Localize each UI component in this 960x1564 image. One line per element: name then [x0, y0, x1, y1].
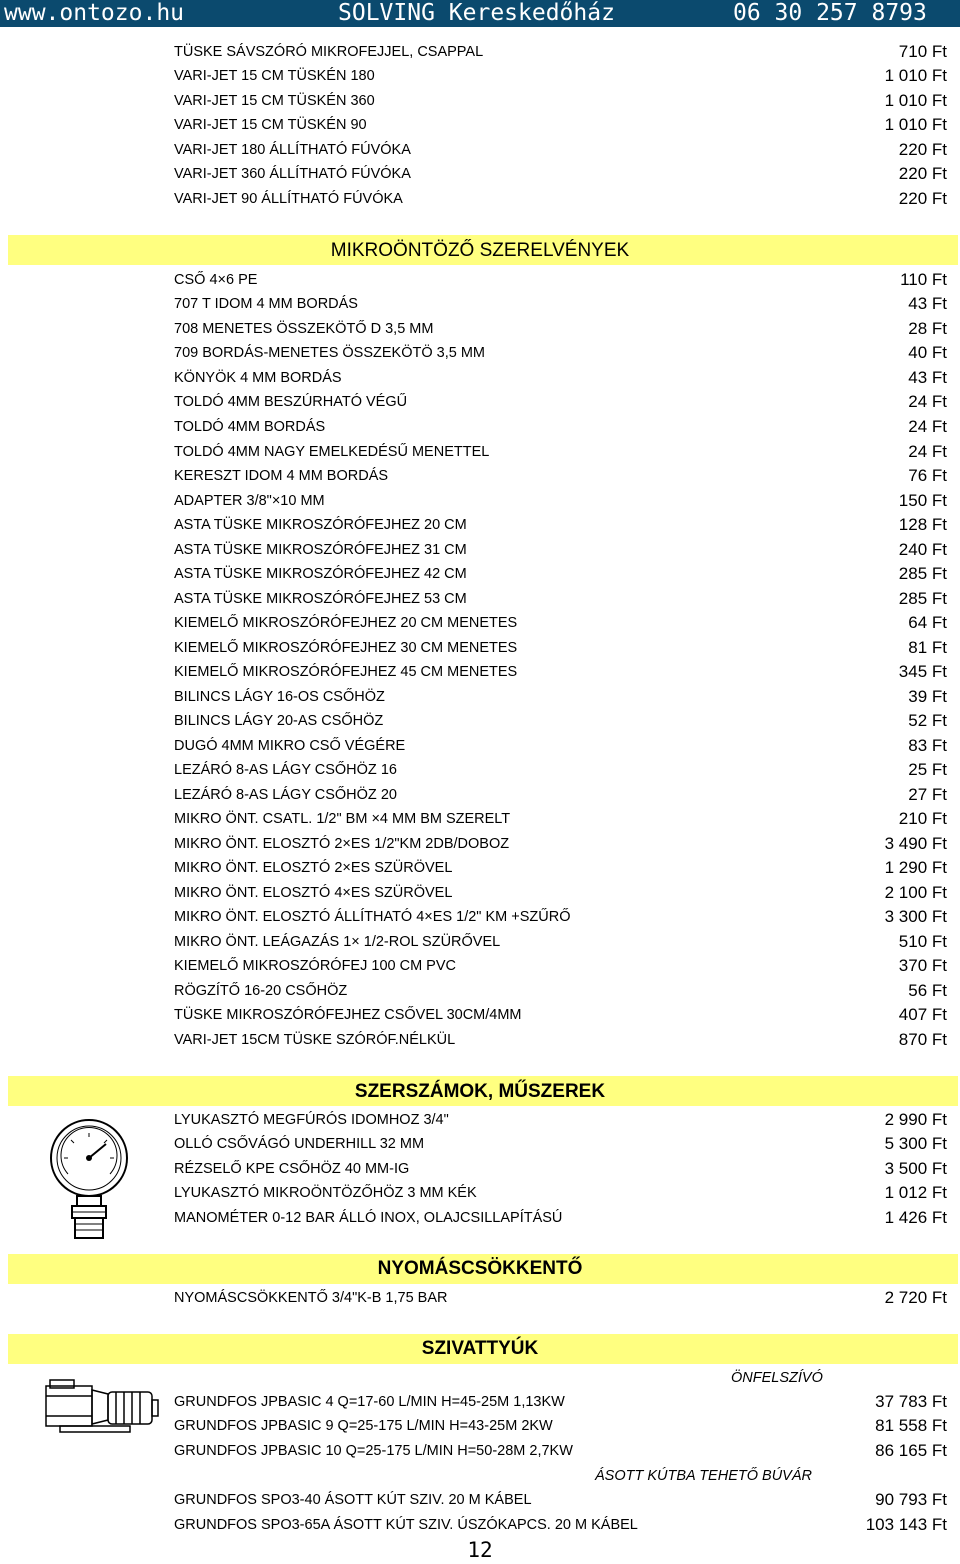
- header-bar: [0, 0, 960, 27]
- item-price: 83 Ft: [908, 736, 947, 755]
- item-price: 128 Ft: [898, 515, 947, 534]
- list-item: [0, 1132, 960, 1156]
- list-item: [0, 954, 960, 978]
- list-item: [0, 1028, 960, 1052]
- item-name: GRUNDFOS JPBASIC 4 Q=17-60 L/MIN H=45-25M 1,13KW: [174, 1394, 565, 1410]
- item-price: 710 Ft: [898, 42, 947, 61]
- item-price: 43 Ft: [908, 294, 947, 313]
- list-item: [0, 464, 960, 488]
- page-number: 12: [467, 1538, 493, 1562]
- list-item: [0, 1414, 960, 1438]
- item-price: 76 Ft: [908, 466, 947, 485]
- item-name: MIKRO ÖNT. ELOSZTÓ 4×ES SZÜRÖVEL: [174, 885, 453, 901]
- list-item: [0, 758, 960, 782]
- item-price: 43 Ft: [908, 368, 947, 387]
- section-heading-szivattyu: SZIVATTYÚK: [421, 1338, 539, 1359]
- item-name: LYUKASZTÓ MEGFÚRÓS IDOMHOZ 3/4": [174, 1112, 449, 1128]
- item-price: 64 Ft: [908, 613, 947, 632]
- item-name: LYUKASZTÓ MIKROÖNTÖZŐHÖZ 3 MM KÉK: [174, 1185, 477, 1201]
- list-item: [0, 317, 960, 341]
- list-item: [0, 1513, 960, 1537]
- item-name: DUGÓ 4MM MIKRO CSŐ VÉGÉRE: [174, 738, 406, 754]
- list-item: [0, 538, 960, 562]
- item-price: 1 010 Ft: [884, 91, 947, 110]
- item-name: MIKRO ÖNT. LEÁGAZÁS 1× 1/2-ROL SZÜRŐVEL: [174, 934, 501, 950]
- item-price: 240 Ft: [898, 540, 947, 559]
- item-price: 370 Ft: [898, 956, 947, 975]
- list-item: [0, 685, 960, 709]
- item-price: 870 Ft: [898, 1030, 947, 1049]
- list-item: [0, 390, 960, 414]
- item-price: 3 500 Ft: [884, 1159, 947, 1178]
- list-item: [0, 856, 960, 880]
- item-name: TOLDÓ 4MM BORDÁS: [174, 419, 326, 435]
- list-item: [0, 341, 960, 365]
- item-name: BILINCS LÁGY 16-OS CSŐHÖZ: [174, 689, 385, 705]
- list-item: [0, 1488, 960, 1512]
- item-name: RÉZSELŐ KPE CSŐHÖZ 40 MM-IG: [174, 1161, 410, 1177]
- list-item: [0, 162, 960, 186]
- list-item: [0, 587, 960, 611]
- item-price: 81 558 Ft: [875, 1416, 947, 1435]
- item-name: RÖGZÍTŐ 16-20 CSŐHÖZ: [174, 983, 348, 999]
- item-name: VARI-JET 15CM TÜSKE SZÓRÓF.NÉLKÜL: [174, 1032, 456, 1048]
- item-name: LEZÁRÓ 8-AS LÁGY CSŐHÖZ 16: [174, 762, 397, 778]
- item-name: KIEMELŐ MIKROSZÓRÓFEJHEZ 20 CM MENETES: [174, 615, 518, 631]
- list-item: [0, 187, 960, 211]
- section-heading-mikro: MIKROÖNTÖZŐ SZERELVÉNYEK: [330, 240, 630, 261]
- item-price: 37 783 Ft: [875, 1392, 947, 1411]
- item-name: VARI-JET 180 ÁLLÍTHATÓ FÚVÓKA: [174, 142, 411, 158]
- list-item: [0, 366, 960, 390]
- list-item: [0, 1181, 960, 1205]
- item-price: 150 Ft: [898, 491, 947, 510]
- item-price: 407 Ft: [898, 1005, 947, 1024]
- item-name: 707 T IDOM 4 MM BORDÁS: [174, 296, 358, 312]
- item-price: 110 Ft: [900, 270, 947, 289]
- list-item: [0, 113, 960, 137]
- list-item: [0, 513, 960, 537]
- item-name: ASTA TÜSKE MIKROSZÓRÓFEJHEZ 31 CM: [174, 542, 467, 558]
- item-name: VARI-JET 15 CM TÜSKÉN 90: [174, 117, 367, 133]
- company-name: SOLVING Kereskedőház: [338, 0, 615, 26]
- item-name: KERESZT IDOM 4 MM BORDÁS: [174, 468, 389, 484]
- list-item: [0, 636, 960, 660]
- item-name: ASTA TÜSKE MIKROSZÓRÓFEJHEZ 20 CM: [174, 517, 467, 533]
- item-price: 81 Ft: [908, 638, 947, 657]
- item-name: BILINCS LÁGY 20-AS CSŐHÖZ: [174, 713, 384, 729]
- item-price: 1 290 Ft: [884, 858, 947, 877]
- item-price: 2 100 Ft: [884, 883, 947, 902]
- item-price: 40 Ft: [908, 343, 947, 362]
- item-price: 3 300 Ft: [884, 907, 947, 926]
- item-name: ADAPTER 3/8"×10 MM: [174, 493, 325, 509]
- list-item: [0, 440, 960, 464]
- item-price: 285 Ft: [898, 589, 947, 608]
- item-name: MIKRO ÖNT. ELOSZTÓ ÁLLÍTHATÓ 4×ES 1/2" KM +SZŰRŐ: [174, 909, 571, 925]
- item-price: 24 Ft: [908, 417, 947, 436]
- item-price: 103 143 Ft: [865, 1515, 947, 1534]
- section-heading-nyomas: NYOMÁSCSÖKKENTŐ: [377, 1258, 583, 1279]
- item-price: 5 300 Ft: [884, 1134, 947, 1153]
- list-item: [0, 611, 960, 635]
- item-price: 27 Ft: [908, 785, 947, 804]
- item-price: 220 Ft: [898, 140, 947, 159]
- list-item: [0, 709, 960, 733]
- item-name: VARI-JET 15 CM TÜSKÉN 180: [174, 68, 375, 84]
- list-item: [0, 89, 960, 113]
- item-price: 28 Ft: [908, 319, 947, 338]
- item-price: 510 Ft: [898, 932, 947, 951]
- item-name: TOLDÓ 4MM NAGY EMELKEDÉSŰ MENETTEL: [174, 444, 490, 460]
- list-item: [0, 807, 960, 831]
- list-item: [0, 138, 960, 162]
- item-name: CSŐ 4×6 PE: [174, 272, 258, 288]
- section-heading-szerszam: SZERSZÁMOK, MŰSZEREK: [354, 1081, 606, 1102]
- list-item: [0, 64, 960, 88]
- item-price: 86 165 Ft: [875, 1441, 947, 1460]
- subheading-well-pump: ÁSOTT KÚTBA TEHETŐ BÚVÁR: [595, 1468, 812, 1484]
- item-price: 24 Ft: [908, 392, 947, 411]
- item-name: GRUNDFOS SPO3-40 ÁSOTT KÚT SZIV. 20 M KÁBEL: [174, 1492, 532, 1508]
- item-price: 24 Ft: [908, 442, 947, 461]
- item-name: VARI-JET 90 ÁLLÍTHATÓ FÚVÓKA: [174, 191, 403, 207]
- item-price: 285 Ft: [898, 564, 947, 583]
- list-item: [0, 660, 960, 684]
- item-name: VARI-JET 15 CM TÜSKÉN 360: [174, 93, 375, 109]
- item-name: KIEMELŐ MIKROSZÓRÓFEJHEZ 30 CM MENETES: [174, 640, 518, 656]
- list-item: [0, 1157, 960, 1181]
- item-price: 52 Ft: [908, 711, 947, 730]
- item-name: KIEMELŐ MIKROSZÓRÓFEJHEZ 45 CM MENETES: [174, 664, 518, 680]
- subheading-self-priming: ÖNFELSZÍVÓ: [731, 1370, 823, 1386]
- item-name: ASTA TÜSKE MIKROSZÓRÓFEJHEZ 42 CM: [174, 566, 467, 582]
- list-item: [0, 734, 960, 758]
- item-name: KIEMELŐ MIKROSZÓRÓFEJ 100 CM PVC: [174, 958, 456, 974]
- website-url[interactable]: www.ontozo.hu: [4, 0, 185, 26]
- list-item: [0, 979, 960, 1003]
- list-item: [0, 930, 960, 954]
- item-price: 25 Ft: [908, 760, 947, 779]
- item-price: 3 490 Ft: [884, 834, 947, 853]
- item-name: VARI-JET 360 ÁLLÍTHATÓ FÚVÓKA: [174, 166, 411, 182]
- item-name: OLLÓ CSŐVÁGÓ UNDERHILL 32 MM: [174, 1136, 425, 1152]
- list-item: [0, 562, 960, 586]
- phone-number: 06 30 257 8793: [733, 0, 927, 26]
- item-price: 1 012 Ft: [884, 1183, 947, 1202]
- list-item: [0, 881, 960, 905]
- item-name: MANOMÉTER 0-12 BAR ÁLLÓ INOX, OLAJCSILLAPÍTÁSÚ: [174, 1210, 563, 1226]
- list-item: [0, 40, 960, 64]
- item-name: MIKRO ÖNT. ELOSZTÓ 2×ES SZÜRÖVEL: [174, 860, 453, 876]
- item-name: ASTA TÜSKE MIKROSZÓRÓFEJHEZ 53 CM: [174, 591, 467, 607]
- item-name: KÖNYÖK 4 MM BORDÁS: [174, 370, 342, 386]
- list-item: [0, 268, 960, 292]
- item-name: GRUNDFOS SPO3-65A ÁSOTT KÚT SZIV. ÚSZÓKAPCS. 20 M KÁBEL: [174, 1517, 638, 1533]
- item-name: 709 BORDÁS-MENETES ÖSSZEKÖTÖ 3,5 MM: [174, 345, 486, 361]
- item-price: 56 Ft: [908, 981, 947, 1000]
- list-item: [0, 1003, 960, 1027]
- list-item: [0, 905, 960, 929]
- list-item: [0, 489, 960, 513]
- list-item: [0, 783, 960, 807]
- list-item: [0, 415, 960, 439]
- item-price: 2 720 Ft: [884, 1288, 947, 1307]
- item-name: TÜSKE MIKROSZÓRÓFEJHEZ CSŐVEL 30CM/4MM: [174, 1007, 522, 1023]
- item-price: 345 Ft: [898, 662, 947, 681]
- list-item: [0, 1390, 960, 1414]
- list-item: [0, 832, 960, 856]
- item-name: MIKRO ÖNT. CSATL. 1/2" BM ×4 MM BM SZERELT: [174, 811, 511, 827]
- list-item: [0, 292, 960, 316]
- item-price: 90 793 Ft: [875, 1490, 947, 1509]
- item-name: TÜSKE SÁVSZÓRÓ MIKROFEJJEL, CSAPPAL: [174, 44, 484, 60]
- item-price: 2 990 Ft: [884, 1110, 947, 1129]
- item-name: 708 MENETES ÖSSZEKÖTŐ D 3,5 MM: [174, 321, 434, 337]
- list-item: [0, 1439, 960, 1463]
- item-name: GRUNDFOS JPBASIC 10 Q=25-175 L/MIN H=50-28M 2,7KW: [174, 1443, 573, 1459]
- item-price: 220 Ft: [898, 189, 947, 208]
- list-item: [0, 1108, 960, 1132]
- item-price: 1 010 Ft: [884, 115, 947, 134]
- item-price: 210 Ft: [898, 809, 947, 828]
- item-name: NYOMÁSCSÖKKENTŐ 3/4"K-B 1,75 BAR: [174, 1290, 448, 1306]
- item-name: LEZÁRÓ 8-AS LÁGY CSŐHÖZ 20: [174, 787, 397, 803]
- item-name: TOLDÓ 4MM BESZÚRHATÓ VÉGŰ: [174, 394, 408, 410]
- item-price: 1 010 Ft: [884, 66, 947, 85]
- item-name: MIKRO ÖNT. ELOSZTÓ 2×ES 1/2"KM 2DB/DOBOZ: [174, 836, 510, 852]
- item-price: 39 Ft: [908, 687, 947, 706]
- list-item: [0, 1286, 960, 1310]
- item-name: GRUNDFOS JPBASIC 9 Q=25-175 L/MIN H=43-25M 2KW: [174, 1418, 553, 1434]
- item-price: 220 Ft: [898, 164, 947, 183]
- item-price: 1 426 Ft: [884, 1208, 947, 1227]
- list-item: [0, 1206, 960, 1230]
